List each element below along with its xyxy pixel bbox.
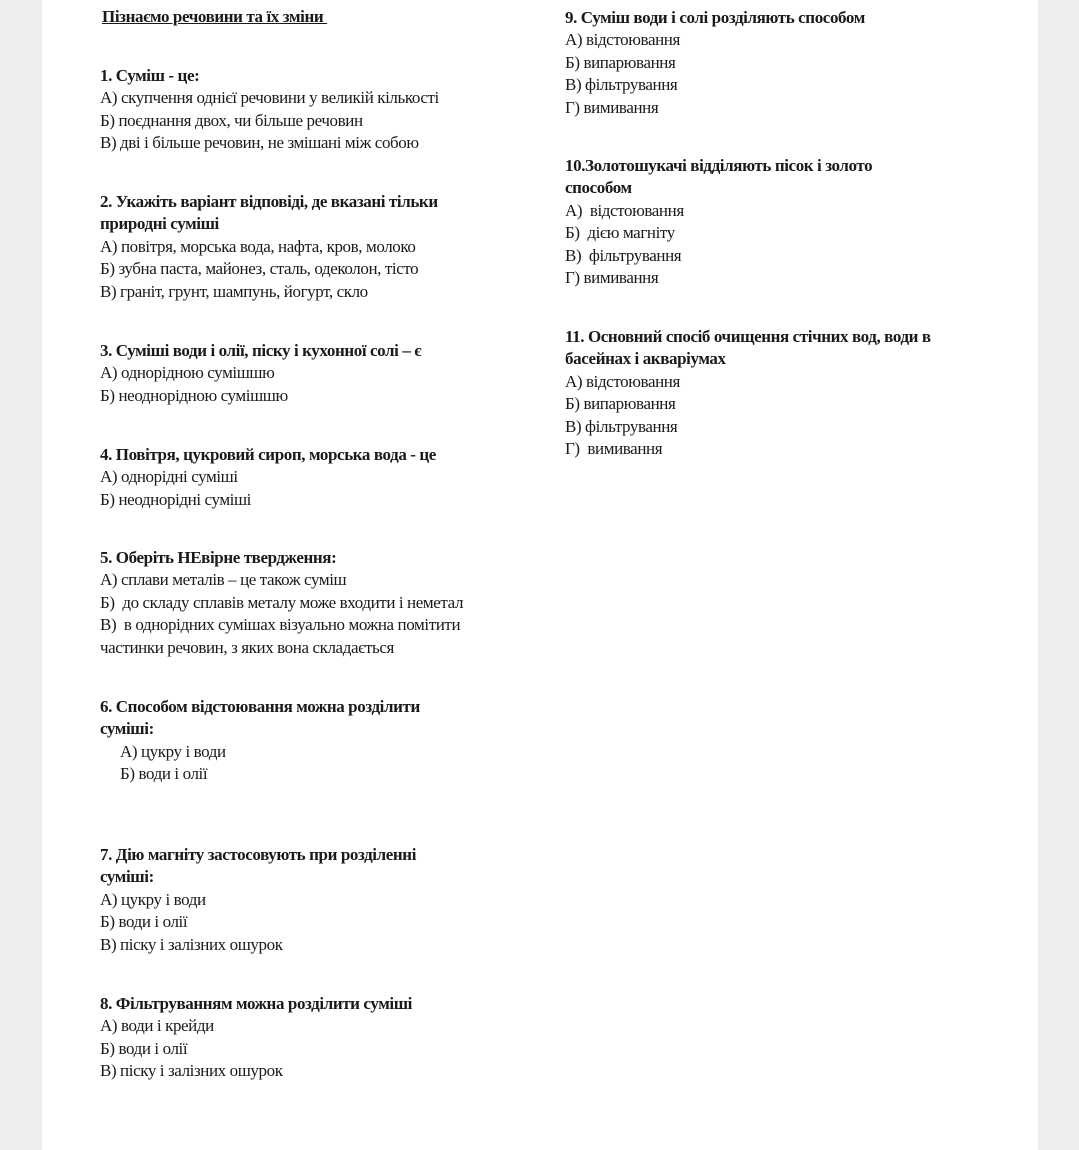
question-text: 9. Суміш води і солі розділяють способом <box>565 8 865 27</box>
answer-option: В) в однорідних сумішах візуально можна помітити частинки речовин, з яких вона складається <box>100 615 465 657</box>
question-text: 10.Золотошукачі відділяють пісок і золото способом <box>565 156 873 198</box>
answer-option: А) сплави металів – це також суміш <box>100 570 347 590</box>
answer-option: А) однорідні суміші <box>100 467 238 487</box>
answer-option: В) піску і залізних ошурок <box>100 1061 283 1081</box>
answer-option: В) фільтрування <box>565 245 682 265</box>
answer-option: В) піску і залізних ошурок <box>100 934 283 954</box>
worksheet-title: Пізнаємо речовини та їх зміни <box>102 7 328 26</box>
answer-option: В) фільтрування <box>565 75 678 95</box>
question-11 <box>565 326 985 460</box>
question-3 <box>100 340 520 407</box>
answer-option: Б) води і олії <box>120 764 208 784</box>
worksheet-page <box>42 0 1038 1150</box>
question-5 <box>100 547 505 659</box>
answer-option: А) повітря, морська вода, нафта, кров, молоко <box>100 236 416 256</box>
answer-option: А) відстоювання <box>565 371 680 391</box>
answer-option: Г) вимивання <box>565 268 659 288</box>
answer-option: Б) води і олії <box>100 912 188 932</box>
answer-option: А) відстоювання <box>565 30 680 50</box>
question-10 <box>565 155 925 289</box>
question-4 <box>100 444 520 511</box>
answer-option: А) цукру і води <box>120 741 226 761</box>
question-text: 8. Фільтруванням можна розділити суміші <box>100 994 412 1013</box>
answer-option: Б) поєднання двох, чи більше речовин <box>100 110 363 130</box>
answer-option: В) граніт, грунт, шампунь, йогурт, скло <box>100 281 368 301</box>
answer-option: В) фільтрування <box>565 416 678 436</box>
question-text: 1. Суміш - це: <box>100 66 200 85</box>
question-text: 7. Дію магніту застосовують при розділенні суміші: <box>100 845 417 887</box>
answer-option: Б) випарювання <box>565 394 676 414</box>
question-text: 6. Способом відстоювання можна розділити суміші: <box>100 697 420 739</box>
answer-option: Г) вимивання <box>565 97 659 117</box>
answer-option: А) однорідною сумішшю <box>100 363 275 383</box>
question-9 <box>565 7 995 119</box>
answer-option: Б) неоднорідною сумішшю <box>100 385 288 405</box>
question-text: 5. Оберіть НЕвірне твердження: <box>100 548 337 567</box>
answer-option: Б) до складу сплавів металу може входити і неметал <box>100 592 464 612</box>
answer-option: Б) зубна паста, майонез, сталь, одеколон, тісто <box>100 259 419 279</box>
question-7 <box>100 844 470 956</box>
answer-option: Б) неоднорідні суміші <box>100 489 252 509</box>
question-text: 11. Основний спосіб очищення стічних вод, води в басейнах і акваріумах <box>565 327 931 369</box>
question-text: 3. Суміші води і олії, піску і кухонної солі – є <box>100 341 422 360</box>
answer-option: А) скупчення однієї речовини у великій кількості <box>100 88 439 108</box>
question-8 <box>100 993 520 1083</box>
question-1 <box>100 65 500 155</box>
answer-option: А) води і крейди <box>100 1016 214 1036</box>
question-text: 2. Укажіть варіант відповіді, де вказані тільки природні суміші <box>100 192 438 234</box>
answer-option: В) дві і більше речовин, не змішані між собою <box>100 133 419 153</box>
question-2 <box>100 191 500 303</box>
answer-option: Б) випарювання <box>565 52 676 72</box>
answer-option: Б) води і олії <box>100 1038 188 1058</box>
question-text: 4. Повітря, цукровий сироп, морська вода - це <box>100 445 436 464</box>
answer-option: Б) дією магніту <box>565 223 675 243</box>
answer-option: Г) вимивання <box>565 439 663 459</box>
answer-option: А) цукру і води <box>100 889 206 909</box>
answer-option: А) відстоювання <box>565 200 684 220</box>
question-6 <box>100 696 475 786</box>
